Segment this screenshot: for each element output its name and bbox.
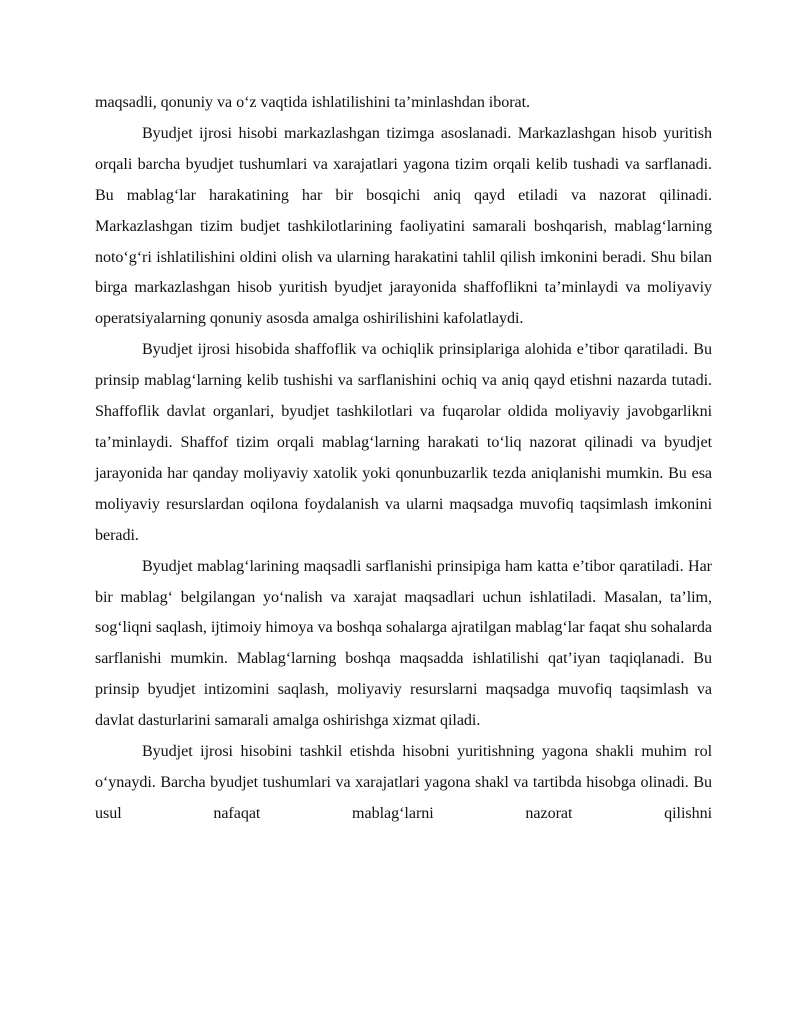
paragraph-continued: maqsadli, qonuniy va o‘z vaqtida ishlatilishini ta’minlashdan iborat. (95, 94, 531, 111)
paragraph-centralized-accounting: Byudjet ijrosi hisobi markazlashgan tizimga asoslanadi. Markazlashgan hisob yuritish orqali barcha byudjet tushumlari va xarajatlari yagona tizim orqali kelib tushadi va sarflanadi. Bu mablag‘lar harakatining har bir bosqichi aniq qayd etiladi va nazorat qilinadi. Markazlashgan tizim budjet tashkilotlarining faoliyatini samarali boshqarish, mablag‘larning noto‘g‘ri ishlatilishini oldini olish va ularning harakatini tahlil qilish imkonini beradi. Shu bilan birga markazlashgan hisob yuritish byudjet jarayonida shaffoflikni ta’minlaydi va moliyaviy operatsiyalarning qonuniy asosda amalga oshirilishini kafolatlaydi. (95, 124, 712, 328)
document-page (95, 88, 712, 830)
paragraph-transparency: Byudjet ijrosi hisobida shaffoflik va ochiqlik prinsiplariga alohida e’tibor qaratiladi. Bu prinsip mablag‘larning kelib tushishi va sarflanishini ochiq va aniq qayd etishni nazarda tutadi. Shaffoflik davlat organlari, byudjet tashkilotlari va fuqarolar oldida moliyaviy javobgarlikni ta’minlaydi. Shaffof tizim orqali mablag‘larning harakati to‘liq nazorat qilinadi va byudjet jarayonida har qanday moliyaviy xatolik yoki qonunbuzarlik tezda aniqlanishi mumkin. Bu esa moliyaviy resurslardan oqilona foydalanish va ularni maqsadga muvofiq taqsimlash imkonini beradi. (95, 341, 712, 544)
paragraph-unified-form: Byudjet ijrosi hisobini tashkil etishda hisobni yuritishning yagona shakli muhim rol o‘ynaydi. Barcha byudjet tushumlari va xarajatlari yagona shakl va tartibda hisobga olinadi. Bu usul nafaqat mablag‘larni nazorat qilishni (95, 743, 712, 822)
paragraph-targeted-spending: Byudjet mablag‘larining maqsadli sarflanishi prinsipiga ham katta e’tibor qaratiladi. Har bir mablag‘ belgilangan yo‘nalish va xarajat maqsadlari uchun ishlatiladi. Masalan, ta’lim, sog‘liqni saqlash, ijtimoiy himoya va boshqa sohalarga ajratilgan mablag‘lar faqat shu sohalarda sarflanishi mumkin. Mablag‘larning boshqa maqsadda ishlatilishi qat’iyan taqiqlanadi. Bu prinsip byudjet intizomini saqlash, moliyaviy resurslarni maqsadga muvofiq taqsimlash va davlat dasturlarini samarali amalga oshirishga xizmat qiladi. (95, 557, 712, 730)
